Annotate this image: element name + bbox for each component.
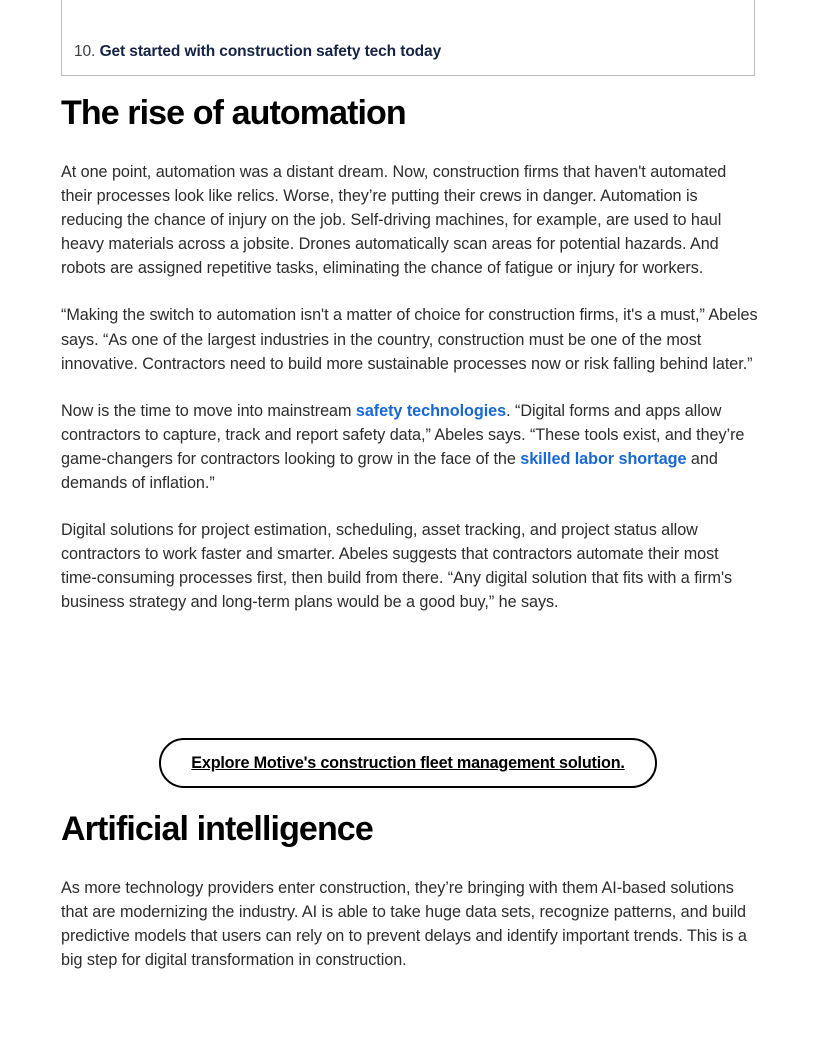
spacer <box>61 495 758 518</box>
paragraph-automation-intro: At one point, automation was a distant dream. Now, construction firms that haven't automated their processes look like relics. Worse, they’re putting their crews in danger. Automation is reducing the chance of injury on the job. Self-driving machines, for example, are used to haul heavy materials across a jobsite. Drones automatically scan areas for potential hazards. And robots are assigned repetitive tasks, eliminating the chance of fatigue or injury for workers. <box>61 163 727 278</box>
link-safety-technologies[interactable]: safety technologies <box>355 401 507 420</box>
paragraph-abeles-quote-switch: “Making the switch to automation isn't a matter of choice for construction firms, it's a must,” Abeles says. “As one of the largest industries in the country, construction must be one of the most innovative. Contractors need to build more sustainable processes now or risk falling behind later.” <box>61 306 758 373</box>
page-title-artificial-intelligence: Artificial intelligence <box>61 810 373 848</box>
paragraph-safety-technologies <box>61 399 758 495</box>
paragraph-digital-solutions: Digital solutions for project estimation, scheduling, asset tracking, and project status allow contractors to work faster and smarter. Abeles suggests that contractors automate their most time-consuming processes first, then build from there. “Any digital solution that fits with a firm's business strategy and long-term plans would be a good buy,” he says. <box>61 521 733 612</box>
paragraph-text-part-3: and demands of inflation.” <box>61 449 718 493</box>
section-artificial-intelligence <box>61 808 758 972</box>
spacer <box>61 376 758 399</box>
cta-container <box>0 738 816 788</box>
toc-item-link[interactable]: Get started with construction safety tech today <box>99 43 442 60</box>
toc-item-10[interactable] <box>74 42 441 62</box>
table-of-contents-box <box>61 0 755 76</box>
spacer <box>61 850 758 876</box>
section-the-rise-of-automation <box>61 92 758 615</box>
link-skilled-labor-shortage[interactable]: skilled labor shortage <box>520 449 687 468</box>
paragraph-text-part-1: Now is the time to move into mainstream <box>61 401 356 420</box>
paragraph-ai-intro: As more technology providers enter construction, they’re bringing with them AI-based solutions that are modernizing the industry. AI is able to take huge data sets, recognize patterns, and build predictive models that users can rely on to prevent delays and identify important trends. This is a big step for digital transformation in construction. <box>61 879 747 970</box>
spacer <box>61 280 758 303</box>
paragraph-text-part-2: . “Digital forms and apps allow contractors to capture, track and report safety data,” Abeles says. “These tools exist, and they’re game-changers for contractors looking to grow in the face of the <box>61 401 745 468</box>
explore-motive-solution-button[interactable]: Explore Motive's construction fleet management solution. <box>159 738 656 788</box>
page-title-rise-of-automation: The rise of automation <box>61 94 406 132</box>
spacer <box>61 134 758 160</box>
toc-item-number: 10. <box>74 43 96 60</box>
